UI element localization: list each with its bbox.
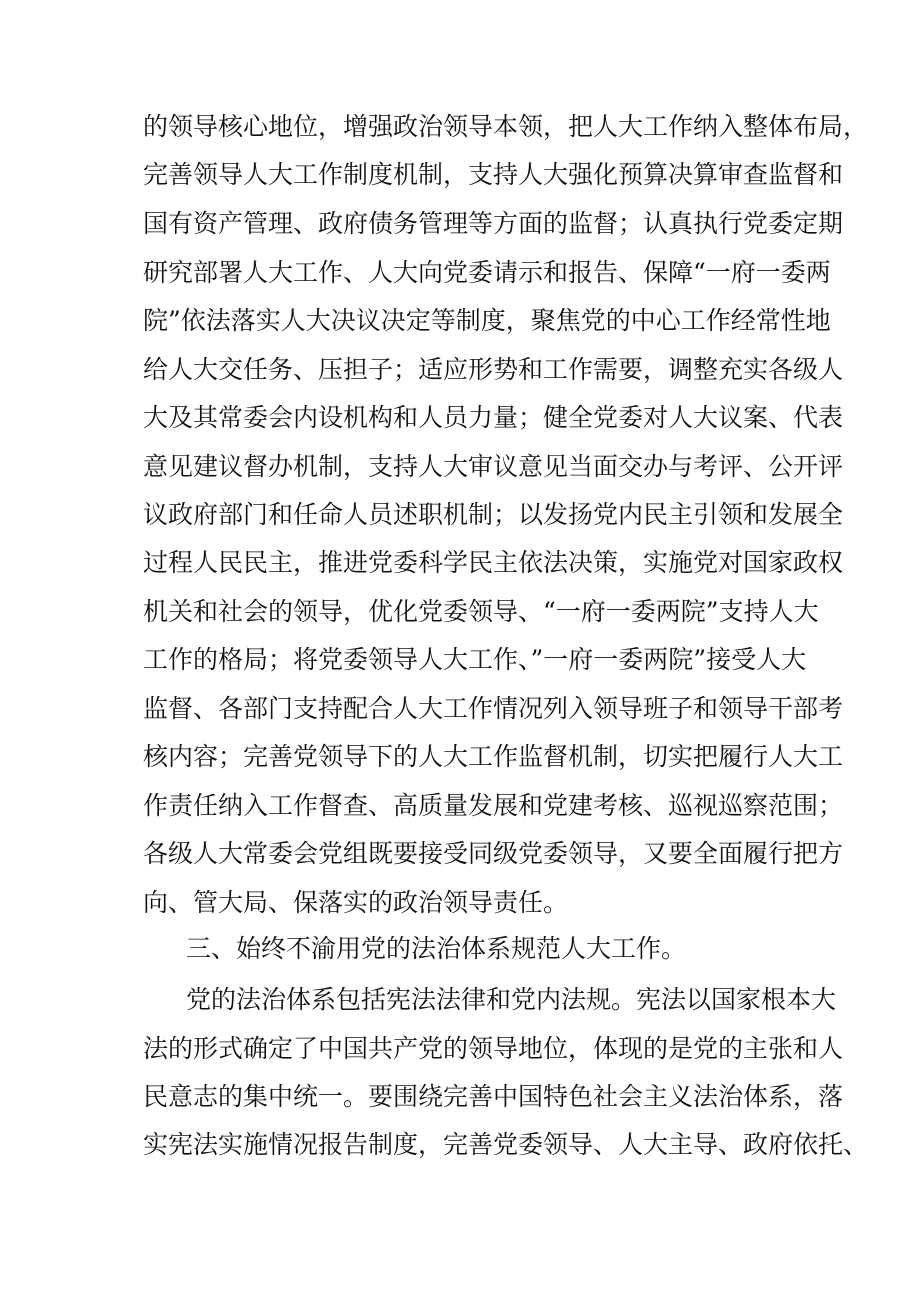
paragraph-1-line: 给人大交任务、压担子；适应形势和工作需要，调整充实各级人: [143, 355, 844, 384]
paragraph-1-line: 监督、各部门支持配合人大工作情况列入领导班子和领导干部考: [143, 694, 844, 723]
paragraph-1-line: 意见建议督办机制，支持人大审议意见当面交办与考评、公开评: [143, 452, 844, 481]
paragraph-2-line: 民意志的集中统一。要围绕完善中国特色社会主义法治体系，落: [143, 1082, 844, 1111]
paragraph-1-line: 议政府部门和任命人员述职机制；以发扬党内民主引领和发展全: [143, 500, 844, 529]
paragraph-1-line: 完善领导人大工作制度机制，支持人大强化预算决算审查监督和: [143, 160, 844, 189]
section-heading: 三、始终不渝用党的法治体系规范人大工作。: [186, 934, 687, 963]
paragraph-1-line: 作责任纳入工作督查、高质量发展和党建考核、巡视巡察范围；: [143, 791, 844, 820]
paragraph-2-line: 党的法治体系包括宪法法律和党内法规。宪法以国家根本大: [186, 985, 837, 1014]
paragraph-1-line: 过程人民民主，推进党委科学民主依法决策，实施党对国家政权: [143, 548, 844, 577]
paragraph-1-line: 向、管大局、保落实的政治领导责任。: [143, 888, 569, 917]
paragraph-1-line: 国有资产管理、政府债务管理等方面的监督；认真执行党委定期: [143, 209, 844, 238]
paragraph-1-line: 核内容；完善党领导下的人大工作监督机制，切实把履行人大工: [143, 742, 844, 771]
paragraph-1-line: 研究部署人大工作、人大向党委请示和报告、保障“一府一委两: [143, 258, 831, 287]
paragraph-2-line: 法的形式确定了中国共产党的领导地位，体现的是党的主张和人: [143, 1034, 844, 1063]
paragraph-1-line: 机关和社会的领导，优化党委领导、“一府一委两院”支持人大: [143, 597, 819, 626]
paragraph-1-line: 各级人大常委会党组既要接受同级党委领导，又要全面履行把方: [143, 839, 844, 868]
paragraph-1-line: 工作的格局；将党委领导人大工作、”一府一委两院”接受人大: [143, 645, 807, 674]
paragraph-1-line: 院”依法落实人大决议决定等制度，聚焦党的中心工作经常性地: [143, 306, 831, 335]
paragraph-1-line: 大及其常委会内设机构和人员力量；健全党委对人大议案、代表: [143, 403, 844, 432]
paragraph-2-line: 实宪法实施情况报告制度，完善党委领导、人大主导、政府依托、: [143, 1130, 869, 1159]
paragraph-1-line: 的领导核心地位，增强政治领导本领，把人大工作纳入整体布局，: [143, 112, 869, 141]
